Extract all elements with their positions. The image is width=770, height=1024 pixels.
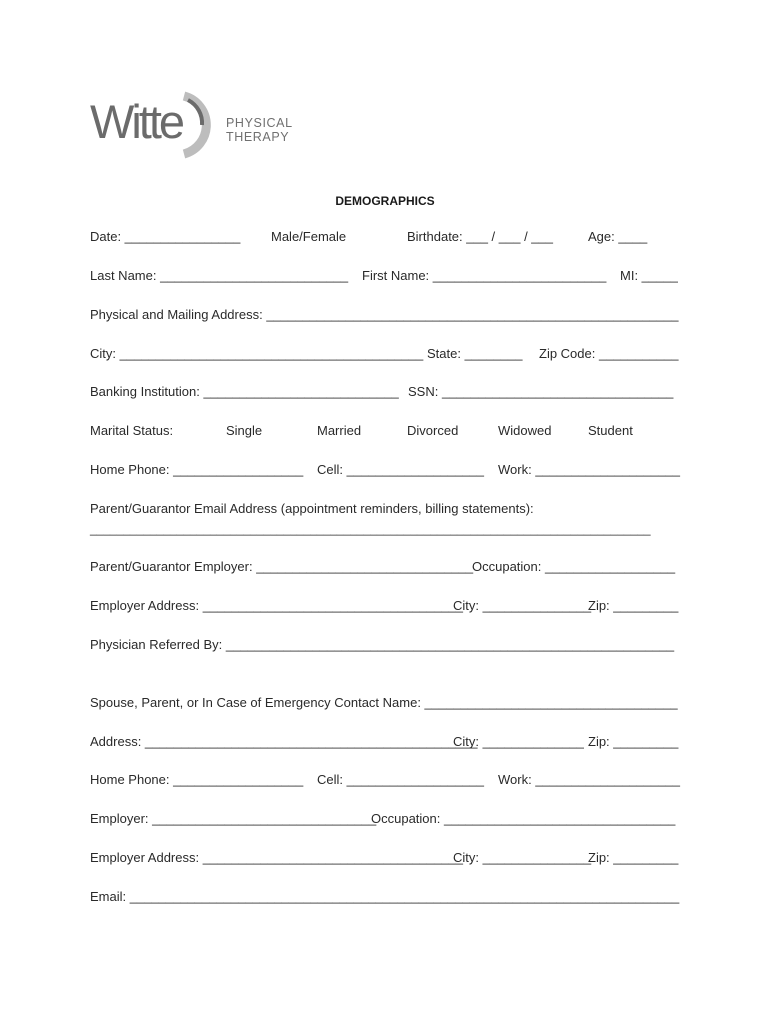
birthdate-field[interactable]: Birthdate: ___ / ___ / ___ bbox=[407, 229, 553, 244]
marital-option-married[interactable]: Married bbox=[317, 423, 362, 438]
occupation-field[interactable]: Occupation: __________________ bbox=[472, 559, 676, 574]
logo-sub-therapy: THERAPY bbox=[226, 130, 290, 144]
guarantor-employer-field[interactable]: Parent/Guarantor Employer: ______________________________ bbox=[90, 559, 474, 574]
sex-field[interactable]: Male/Female bbox=[271, 229, 347, 244]
ec-zip-field[interactable]: Zip: _________ bbox=[588, 734, 679, 749]
mi-field[interactable]: MI: _____ bbox=[620, 268, 678, 283]
ec-home-phone-field[interactable]: Home Phone: __________________ bbox=[90, 772, 304, 787]
marital-option-student[interactable]: Student bbox=[588, 423, 633, 438]
ec-cell-field[interactable]: Cell: ___________________ bbox=[317, 772, 484, 787]
employer-city-field[interactable]: City: _______________ bbox=[453, 598, 592, 613]
ec-city-field[interactable]: City: ______________ bbox=[453, 734, 584, 749]
zip-code-field[interactable]: Zip Code: ___________ bbox=[539, 346, 679, 361]
email-label: Parent/Guarantor Email Address (appointment reminders, billing statements): bbox=[90, 501, 534, 516]
age-field[interactable]: Age: ____ bbox=[588, 229, 648, 244]
logo-sub-physical: PHYSICAL bbox=[226, 116, 293, 130]
emergency-contact-field[interactable]: Spouse, Parent, or In Case of Emergency Contact Name: ___________________________________ bbox=[90, 695, 678, 710]
ec-employer-zip-field[interactable]: Zip: _________ bbox=[588, 850, 679, 865]
marital-status-label: Marital Status: bbox=[90, 423, 174, 438]
address-field[interactable]: Physical and Mailing Address: _________________________________________________________ bbox=[90, 307, 679, 322]
employer-address-field[interactable]: Employer Address: ____________________________________ bbox=[90, 598, 463, 613]
work-field[interactable]: Work: ____________________ bbox=[498, 462, 680, 477]
ec-address-field[interactable]: Address: ______________________________________________ bbox=[90, 734, 478, 749]
ec-work-field[interactable]: Work: ____________________ bbox=[498, 772, 680, 787]
ssn-field[interactable]: SSN: ________________________________ bbox=[408, 384, 674, 399]
banking-institution-field[interactable]: Banking Institution: ___________________________ bbox=[90, 384, 399, 399]
logo-wordmark: Witte bbox=[90, 95, 183, 148]
marital-option-divorced[interactable]: Divorced bbox=[407, 423, 459, 438]
employer-zip-field[interactable]: Zip: _________ bbox=[588, 598, 679, 613]
last-name-field[interactable]: Last Name: __________________________ bbox=[90, 268, 349, 283]
marital-option-widowed[interactable]: Widowed bbox=[498, 423, 552, 438]
physician-referred-field[interactable]: Physician Referred By: ______________________________________________________________ bbox=[90, 637, 675, 652]
witte-logo bbox=[90, 90, 310, 160]
ec-email-field[interactable]: Email: ____________________________________________________________________________ bbox=[90, 889, 680, 904]
logo-arc-icon bbox=[142, 90, 222, 160]
marital-option-single[interactable]: Single bbox=[226, 423, 263, 438]
ec-employer-city-field[interactable]: City: _______________ bbox=[453, 850, 592, 865]
city-field[interactable]: City: __________________________________________ bbox=[90, 346, 424, 361]
email-line-field[interactable]: ____________________________________________________________________________________ bbox=[90, 522, 651, 536]
cell-field[interactable]: Cell: ___________________ bbox=[317, 462, 484, 477]
first-name-field[interactable]: First Name: ________________________ bbox=[362, 268, 607, 283]
home-phone-field[interactable]: Home Phone: __________________ bbox=[90, 462, 304, 477]
date-field[interactable]: Date: ________________ bbox=[90, 229, 241, 244]
ec-employer-field[interactable]: Employer: _______________________________ bbox=[90, 811, 377, 826]
ec-employer-address-field[interactable]: Employer Address: ____________________________________ bbox=[90, 850, 463, 865]
ec-occupation-field[interactable]: Occupation: ________________________________ bbox=[371, 811, 676, 826]
form-title: DEMOGRAPHICS bbox=[335, 194, 435, 208]
state-field[interactable]: State: ________ bbox=[427, 346, 523, 361]
